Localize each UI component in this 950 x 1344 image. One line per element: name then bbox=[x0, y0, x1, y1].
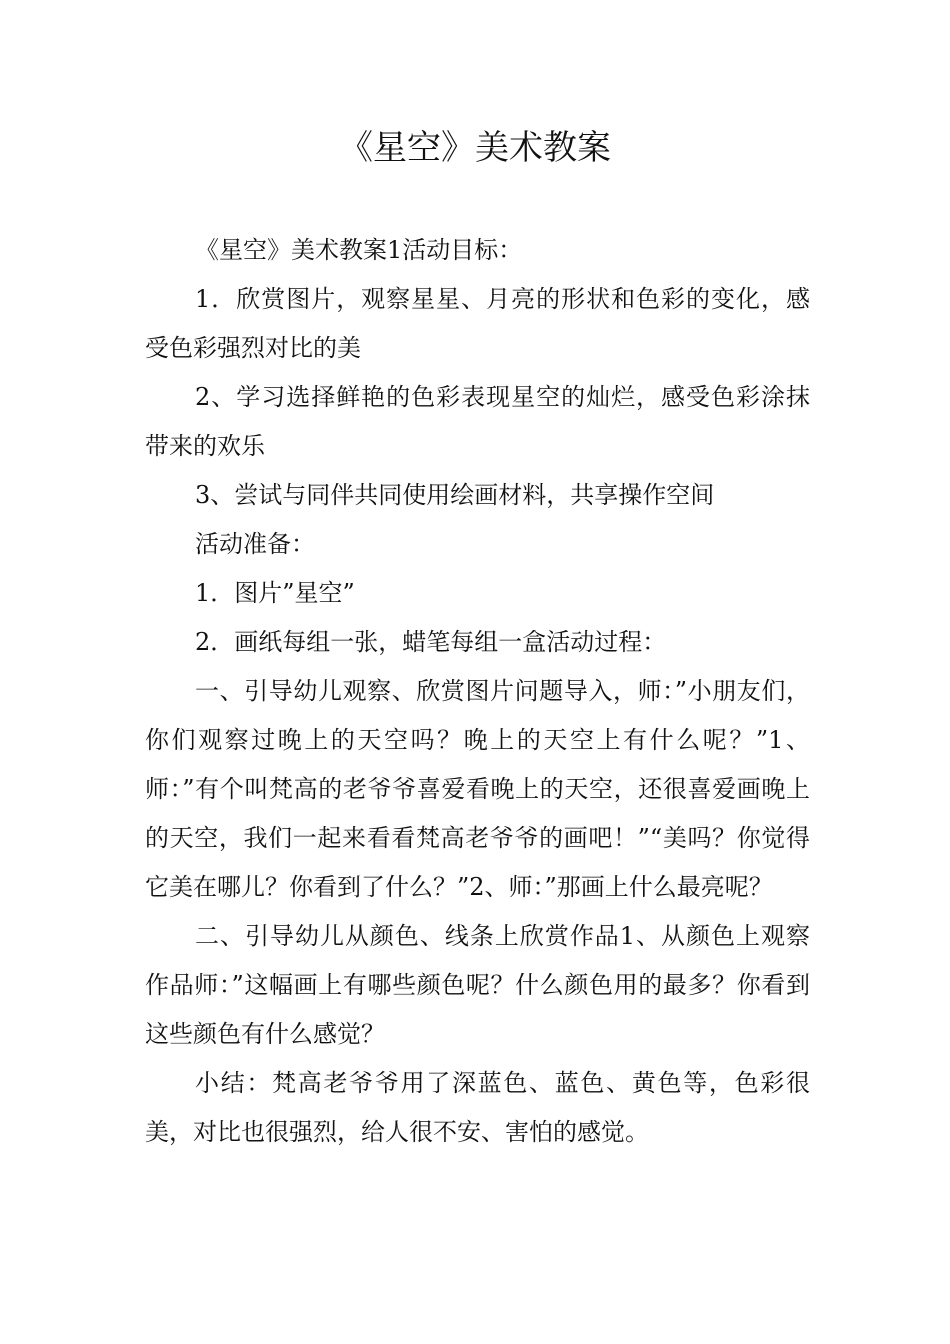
paragraph-objective-2: 2、学习选择鲜艳的色彩表现星空的灿烂，感受色彩涂抹带来的欢乐 bbox=[145, 383, 810, 460]
document-body bbox=[145, 226, 810, 1157]
paragraph-objective-3: 3、尝试与同伴共同使用绘画材料，共享操作空间 bbox=[195, 481, 715, 509]
paragraph-preparation-2: 2．画纸每组一张，蜡笔每组一盒活动过程： bbox=[195, 628, 667, 656]
paragraph-preparation-1: 1．图片”星空” bbox=[195, 579, 355, 607]
paragraph-objectives-heading: 《星空》美术教案1活动目标： bbox=[195, 236, 523, 264]
paragraph-summary: 小结：梵高老爷爷用了深蓝色、蓝色、黄色等，色彩很美，对比也很强烈，给人很不安、害怕的感觉。 bbox=[145, 1069, 810, 1146]
paragraph-preparation-heading: 活动准备： bbox=[195, 530, 315, 558]
paragraph-process-step-1: 一、引导幼儿观察、欣赏图片问题导入，师：”小朋友们，你们观察过晚上的天空吗？晚上的天空上有什么呢？”1、师：”有个叫梵高的老爷爷喜爱看晚上的天空，还很喜爱画晚上的天空，我们一起来看看梵高老爷爷的画吧！”“美吗？你觉得它美在哪儿？你看到了什么？”2、师：”那画上什么最亮呢？ bbox=[145, 677, 810, 901]
paragraph-objective-1: 1．欣赏图片，观察星星、月亮的形状和色彩的变化，感受色彩强烈对比的美 bbox=[145, 285, 810, 362]
document-title: 《星空》美术教案 bbox=[339, 128, 611, 168]
paragraph-process-step-2: 二、引导幼儿从颜色、线条上欣赏作品1、从颜色上观察作品师：”这幅画上有哪些颜色呢？什么颜色用的最多？你看到这些颜色有什么感觉？ bbox=[145, 922, 810, 1048]
